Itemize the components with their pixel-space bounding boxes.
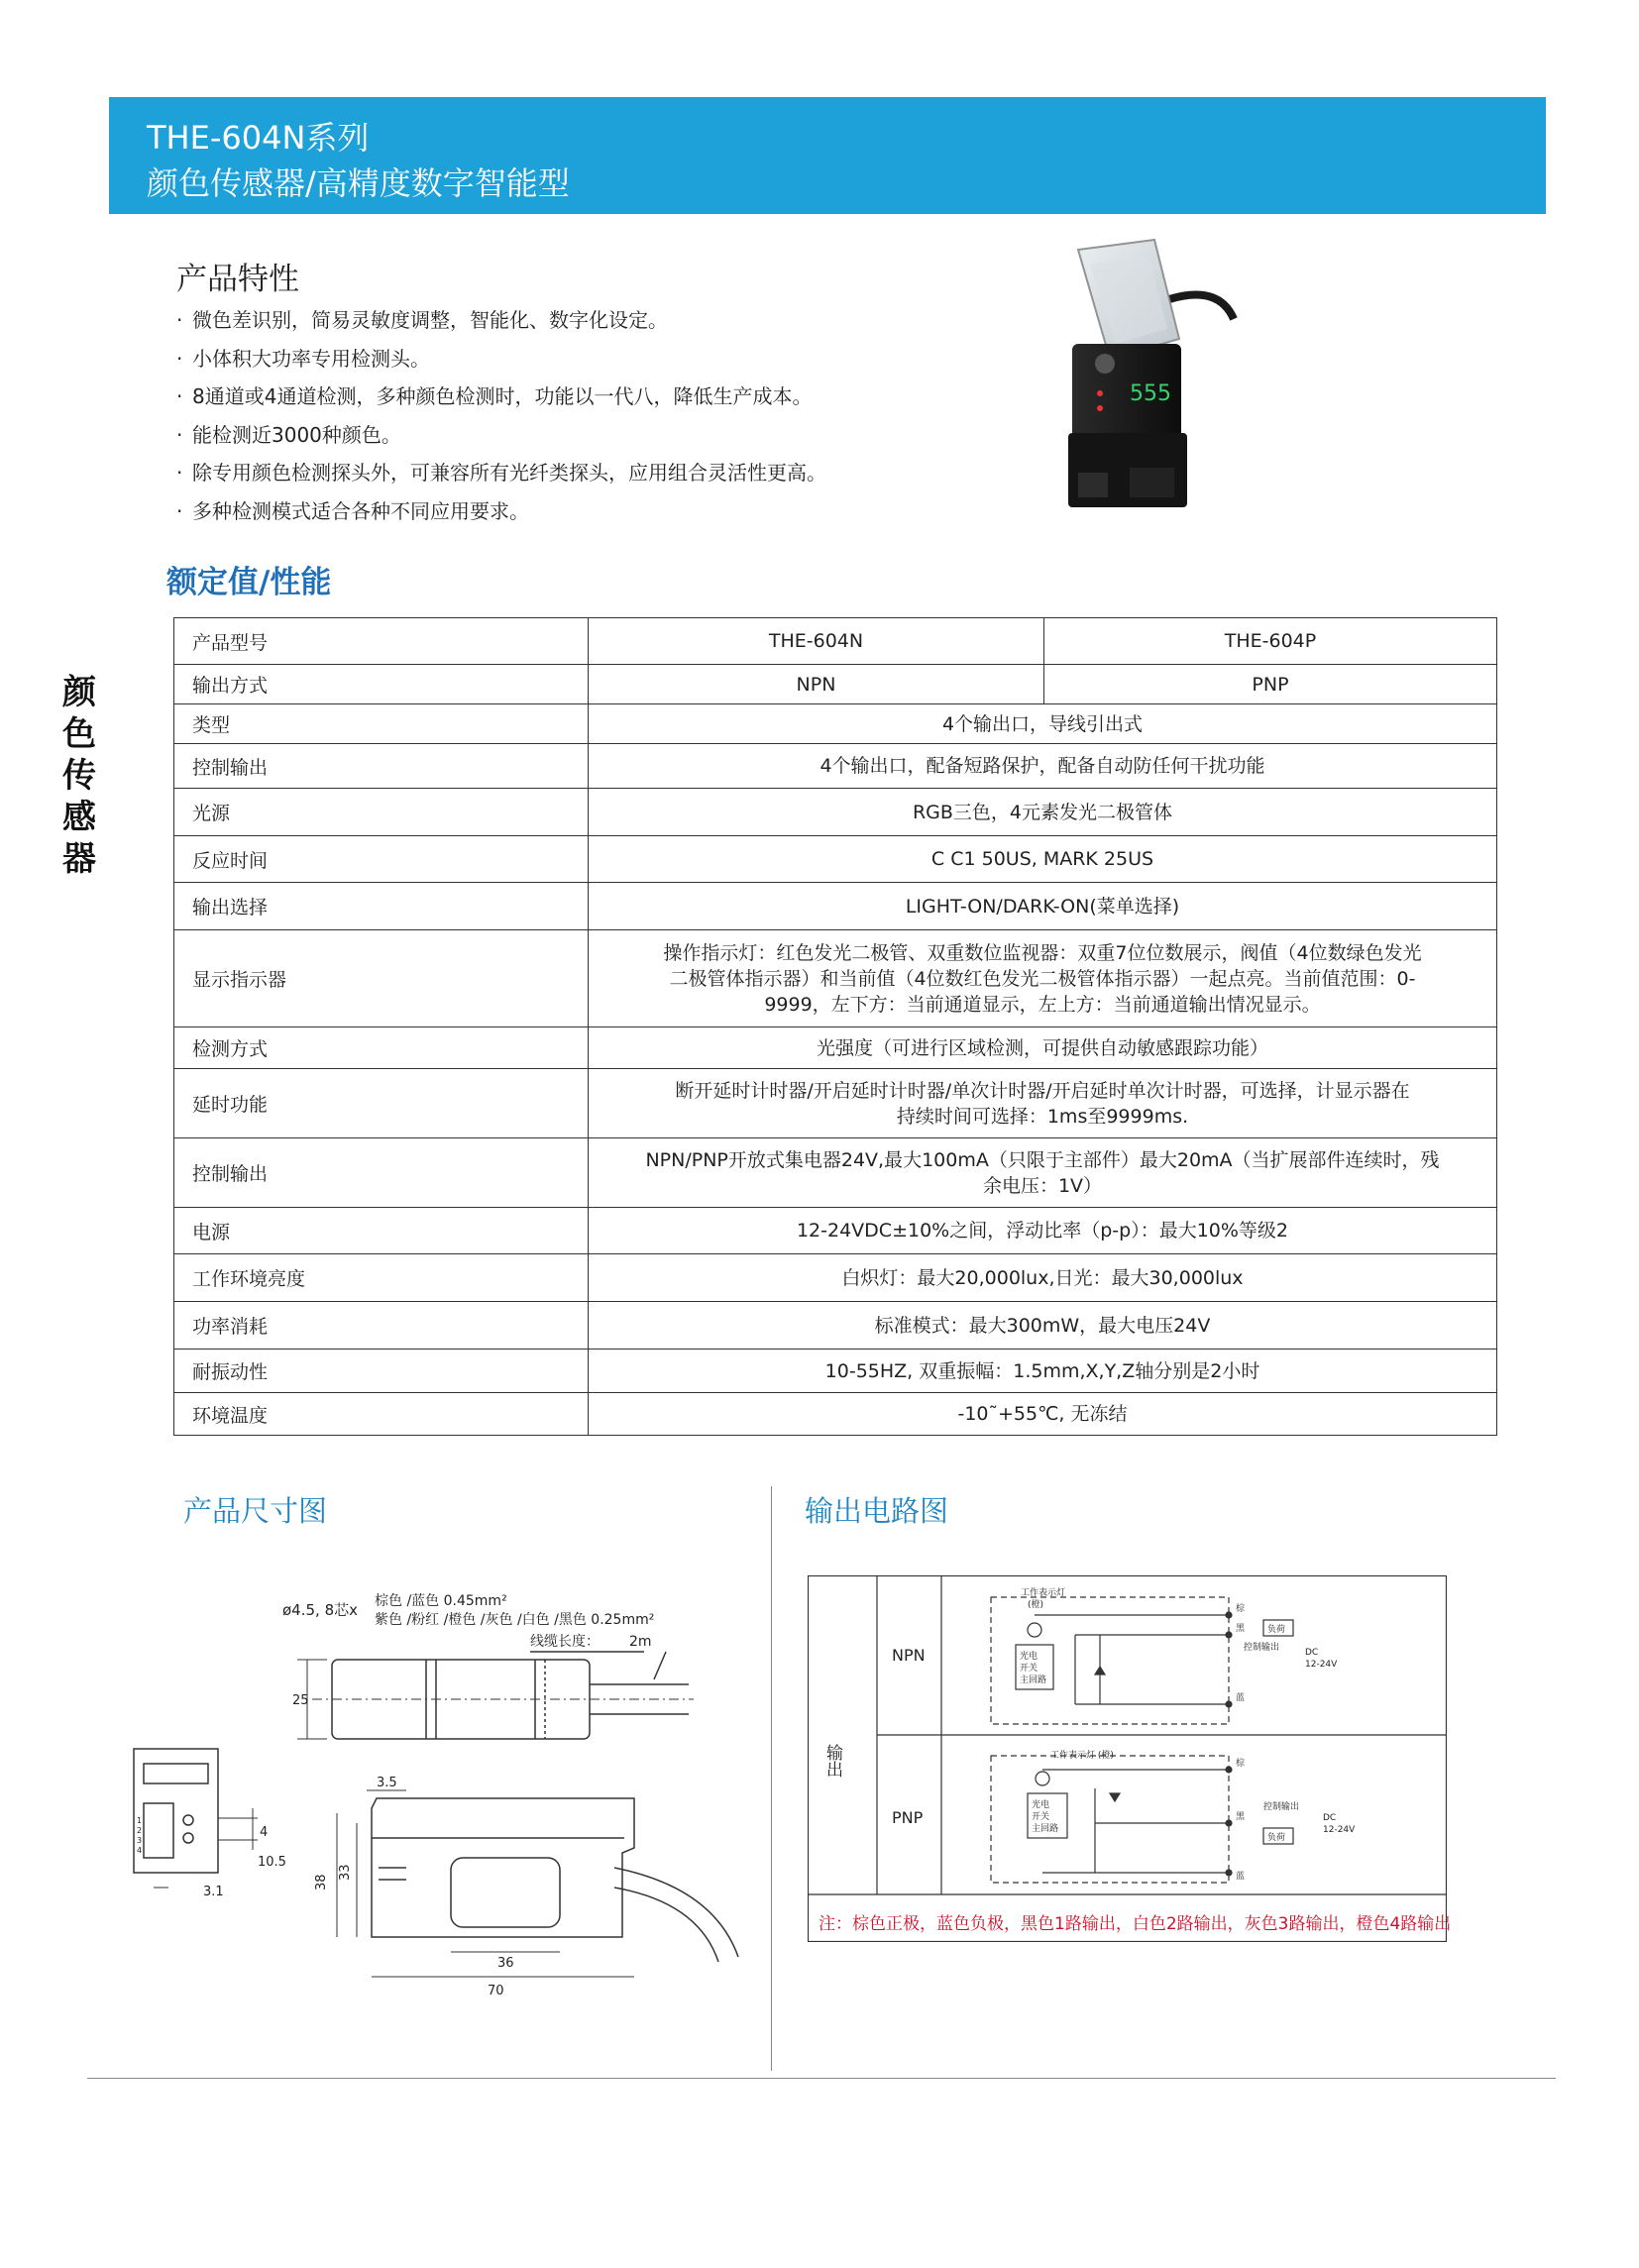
display-digits: 555 [1130,381,1171,406]
product-photo [1021,230,1239,527]
feature-item: · 除专用颜色检测探头外，可兼容所有光纤类探头，应用组合灵活性更高。 [176,454,1019,492]
svg-text:2: 2 [137,1826,143,1835]
spec-table [173,617,1497,1436]
dim-3-1: 3.1 [203,1885,224,1899]
feature-item: · 小体积大功率专用检测头。 [176,340,1019,378]
table-row [174,1254,1497,1302]
row-label: 显示指示器 [174,930,589,1027]
bullet: · [176,422,183,447]
table-row [174,1350,1497,1393]
features-title: 产品特性 [176,262,299,297]
cell-npn: NPN [589,665,1044,704]
row-label: 反应时间 [174,836,589,883]
table-row [174,836,1497,883]
feature-item: · 多种检测模式适合各种不同应用要求。 [176,492,1019,531]
dim-4: 4 [260,1825,269,1840]
row-label: 光源 [174,789,589,836]
row-value: 光强度（可进行区域检测，可提供自动敏感跟踪功能） [589,1027,1497,1069]
table-row [174,1393,1497,1436]
row-label: 输出选择 [174,883,589,930]
row-label: 延时功能 [174,1069,589,1138]
svg-text:主回路: 主回路 [1020,1675,1047,1685]
dim-38: 38 [314,1874,329,1890]
svg-text:黑: 黑 [1236,1624,1246,1634]
bullet: · [176,498,183,523]
npn-label: NPN [892,1646,926,1665]
cell-npn: THE-604N [589,618,1044,665]
svg-text:控制输出: 控制输出 [1244,1643,1280,1653]
svg-text:12-24V: 12-24V [1323,1825,1356,1835]
row-value: RGB三色，4元素发光二极管体 [589,789,1497,836]
row-value: 标准模式：最大300mW，最大电压24V [589,1302,1497,1350]
table-row [174,1302,1497,1350]
table-row [174,744,1497,789]
svg-text:DC: DC [1323,1813,1337,1823]
series-title: THE-604N系列 [147,119,370,157]
svg-text:开关: 开关 [1020,1664,1038,1674]
row-value: 白炽灯：最大20,000lux,日光：最大30,000lux [589,1254,1497,1302]
dim-70: 70 [488,1984,504,1998]
svg-text:负荷: 负荷 [1267,1833,1286,1843]
svg-text:(橙): (橙) [1028,1600,1044,1610]
pnp-label: PNP [892,1808,924,1827]
row-value: -10˜+55℃, 无冻结 [589,1393,1497,1436]
header-banner [109,97,1546,214]
cable-length-label: 线缆长度： [530,1634,600,1650]
feature-item: · 能检测近3000种颜色。 [176,416,1019,455]
row-value: 10-55HZ, 双重振幅：1.5mm,X,Y,Z轴分别是2小时 [589,1350,1497,1393]
cable-length: 2m [629,1634,652,1650]
circuit-title: 输出电路图 [805,1494,949,1528]
svg-text:工作表示灯 (橙): 工作表示灯 (橙) [1050,1751,1114,1761]
cell-pnp: PNP [1044,665,1497,704]
dimension-drawing [119,1570,753,2066]
row-label: 控制输出 [174,744,589,789]
svg-text:4: 4 [137,1846,143,1855]
cable-spec-line1: 棕色 /蓝色 0.45mm² [375,1593,507,1609]
side-category-title: 颜色传感器 [62,673,96,879]
dim-33: 33 [338,1864,353,1881]
dim-25: 25 [292,1693,309,1708]
svg-text:棕: 棕 [1236,1759,1246,1769]
table-row [174,1069,1497,1138]
svg-text:3: 3 [137,1836,143,1845]
row-label: 输出方式 [174,665,589,704]
output-circuit-diagram [808,1575,1447,1942]
row-label: 耐振动性 [174,1350,589,1393]
bullet: · [176,384,183,408]
svg-text:12-24V: 12-24V [1305,1660,1338,1670]
row-value: 4个输出口，配备短路保护，配备自动防任何干扰功能 [589,744,1497,789]
row-label: 功率消耗 [174,1302,589,1350]
svg-text:负荷: 负荷 [1267,1625,1286,1635]
bullet: · [176,346,183,371]
product-subtitle: 颜色传感器/高精度数字智能型 [147,164,570,202]
cable-spec-line2: 紫色 /粉红 /橙色 /灰色 /白色 /黑色 0.25mm² [375,1612,655,1628]
svg-text:光电: 光电 [1032,1800,1050,1810]
table-row [174,1027,1497,1069]
row-label: 类型 [174,704,589,744]
row-label: 环境温度 [174,1393,589,1436]
table-row [174,930,1497,1027]
svg-text:工作表示灯: 工作表示灯 [1021,1588,1066,1598]
row-value: 断开延时计时器/开启延时计时器/单次计时器/开启延时单次计时器，可选择，计显示器在 持续时间可选择：1ms至9999ms. [589,1069,1497,1138]
row-label: 检测方式 [174,1027,589,1069]
svg-text:开关: 开关 [1032,1812,1050,1822]
table-row [174,704,1497,744]
row-value: LIGHT-ON/DARK-ON(菜单选择) [589,883,1497,930]
bottom-rule [87,2078,1556,2079]
row-label: 产品型号 [174,618,589,665]
cable-spec-prefix: ø4.5, 8芯x [282,1601,358,1619]
row-label: 工作环境亮度 [174,1254,589,1302]
row-value: 操作指示灯：红色发光二极管、双重数位监视器：双重7位位数展示，阀值（4位数绿色发光 二极管体指示器）和当前值（4位数红色发光二极管体指示器）一起点亮。当前值范围：0- 9999，左下方：当前通道显示，左上方：当前通道输出情况显示。 [589,930,1497,1027]
svg-text:蓝: 蓝 [1236,1872,1246,1882]
row-value: 4个输出口，导线引出式 [589,704,1497,744]
svg-text:控制输出: 控制输出 [1263,1802,1300,1812]
output-row-label: 输出 [822,1744,842,1778]
circuit-note: 注：棕色正极，蓝色负极，黑色1路输出，白色2路输出，灰色3路输出，橙色4路输出 [819,1914,1452,1934]
svg-text:光电: 光电 [1020,1652,1038,1662]
feature-item: · 8通道或4通道检测，多种颜色检测时，功能以一代八，降低生产成本。 [176,378,1019,416]
svg-text:1: 1 [137,1816,143,1825]
svg-text:黑: 黑 [1236,1812,1246,1822]
dimensions-title: 产品尺寸图 [183,1494,328,1528]
cell-pnp: THE-604P [1044,618,1497,665]
ratings-title: 额定值/性能 [166,565,332,600]
table-row [174,883,1497,930]
svg-text:DC: DC [1305,1648,1319,1658]
dim-10-5: 10.5 [258,1855,286,1870]
dim-36: 36 [497,1956,514,1971]
row-label: 电源 [174,1208,589,1254]
row-label: 控制输出 [174,1138,589,1208]
bullet: · [176,308,183,332]
section-divider [771,1486,772,2071]
table-row [174,789,1497,836]
row-value: C C1 50US, MARK 25US [589,836,1497,883]
row-value: 12-24VDC±10%之间，浮动比率（p-p）：最大10%等级2 [589,1208,1497,1254]
table-row [174,1208,1497,1254]
table-row [174,1138,1497,1208]
svg-text:主回路: 主回路 [1032,1824,1059,1834]
bullet: · [176,461,183,485]
feature-list [176,301,1019,530]
table-row [174,665,1497,704]
table-row [174,618,1497,665]
feature-item: · 微色差识别，简易灵敏度调整，智能化、数字化设定。 [176,301,1019,340]
row-value: NPN/PNP开放式集电器24V,最大100mA（只限于主部件）最大20mA（当扩展部件连续时，残 余电压：1V） [589,1138,1497,1208]
svg-text:蓝: 蓝 [1236,1693,1246,1703]
dim-3-5: 3.5 [377,1776,397,1790]
svg-text:棕: 棕 [1236,1604,1246,1614]
